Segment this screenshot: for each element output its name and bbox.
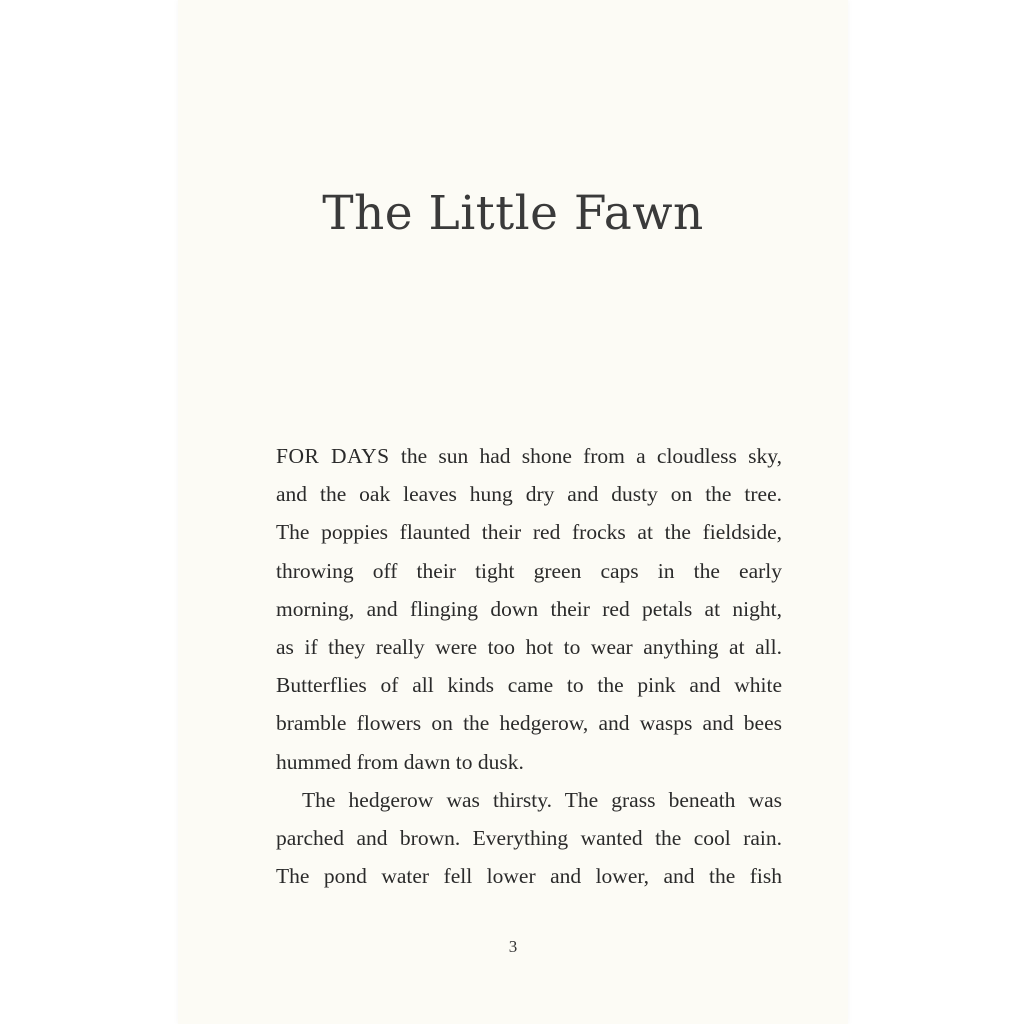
text-line: as if they really were too hot to wear anything at all. — [276, 634, 782, 659]
text-line: throwing off their tight green caps in the early — [276, 558, 782, 583]
text-line: The poppies flaunted their red frocks at the fieldside, — [276, 520, 782, 545]
page-number: 3 — [508, 937, 518, 956]
text-line: The pond water fell lower and lower, and the fish — [276, 864, 782, 889]
text-line: morning, and flinging down their red petals at night, — [276, 596, 782, 621]
text-line: The hedgerow was thirsty. The grass beneath was — [302, 787, 782, 812]
text-line: and the oak leaves hung dry and dusty on the tree. — [276, 482, 782, 507]
text-line: bramble flowers on the hedgerow, and wasps and bees — [276, 711, 782, 736]
chapter-body — [276, 437, 782, 895]
book-page — [178, 0, 848, 1024]
chapter-title: The Little Fawn — [322, 186, 704, 241]
text-line: hummed from dawn to dusk. — [276, 749, 524, 774]
lead-in-smallcaps: FOR DAYS — [276, 444, 390, 468]
text-line: FOR DAYS the sun had shone from a cloudless sky, — [276, 444, 782, 468]
text-line: Butterflies of all kinds came to the pink and white — [276, 673, 782, 698]
text-line: parched and brown. Everything wanted the cool rain. — [276, 825, 782, 850]
